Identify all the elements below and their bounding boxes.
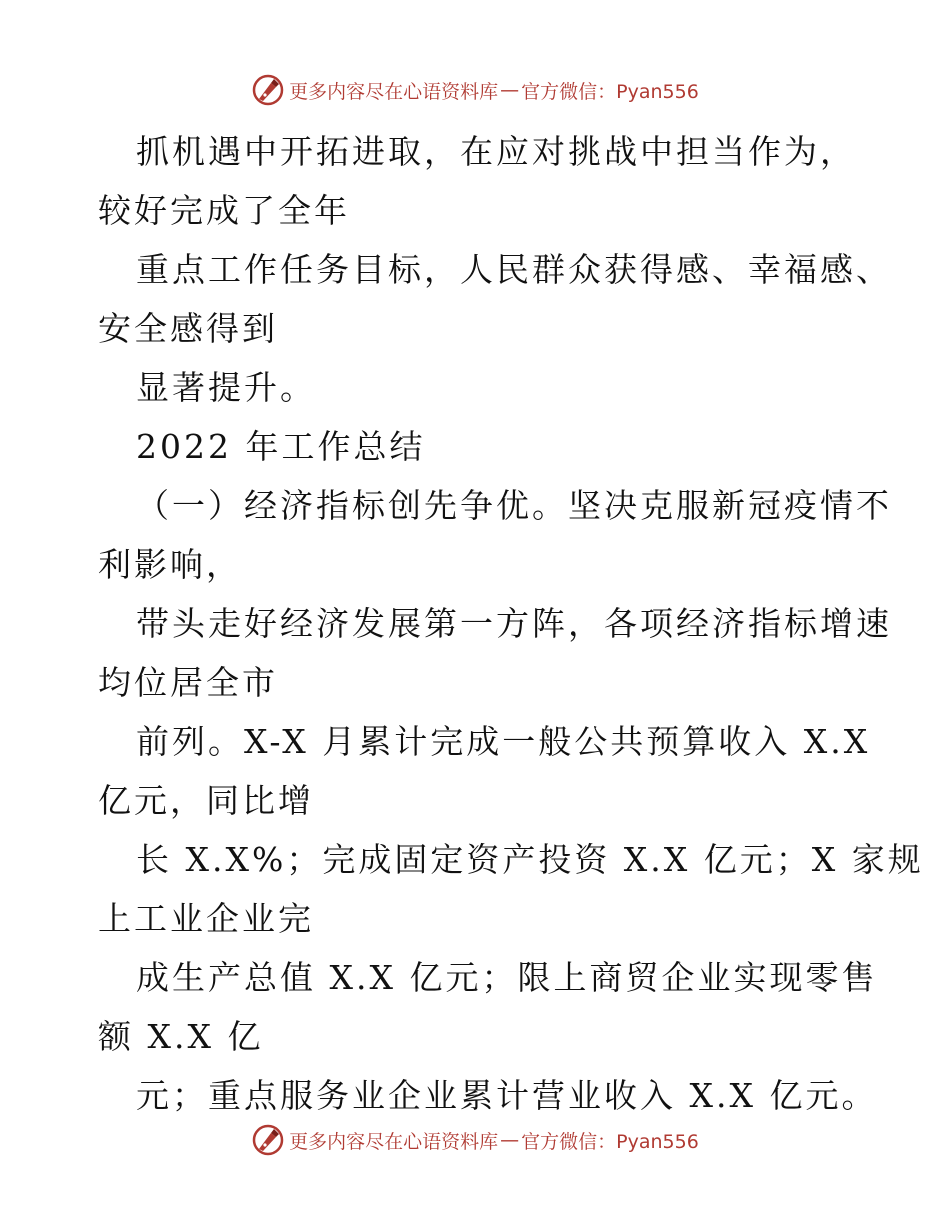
text-line: （一）经济指标创先争优。坚决克服新冠疫情不 (136, 486, 892, 525)
text-line: 带头走好经济发展第一方阵，各项经济指标增速 (136, 604, 892, 643)
watermark-dash: — (500, 79, 520, 101)
text-line: 重点工作任务目标，人民群众获得感、幸福感、 (136, 250, 892, 289)
watermark-main-text: 更多内容尽在心语资料库 (289, 1130, 499, 1153)
watermark-main-text: 更多内容尽在心语资料库 (289, 80, 499, 103)
pen-nib-logo-icon (251, 73, 285, 107)
footer-watermark (0, 1120, 950, 1160)
text-line: 安全感得到 (98, 309, 278, 348)
pen-nib-logo-icon (251, 1123, 285, 1157)
text-line: 亿元，同比增 (98, 781, 314, 820)
text-line: 成生产总值 X.X 亿元；限上商贸企业实现零售 (136, 958, 878, 997)
text-line: 长 X.X%；完成固定资产投资 X.X 亿元；X 家规 (136, 840, 924, 879)
text-line: 上工业企业完 (98, 899, 314, 938)
section-heading: 2022 年工作总结 (136, 427, 426, 466)
document-body (98, 122, 924, 1125)
watermark-suffix-text: 官方微信：Pyan556 (521, 80, 699, 103)
text-line: 前列。X-X 月累计完成一般公共预算收入 X.X (136, 722, 871, 761)
text-line: 抓机遇中开拓进取，在应对挑战中担当作为， (136, 132, 856, 171)
text-line: 额 X.X 亿 (98, 1017, 264, 1056)
text-line: 显著提升。 (136, 368, 316, 407)
text-line: 元；重点服务业企业累计营业收入 X.X 亿元。 (136, 1076, 878, 1115)
text-line: 利影响， (98, 545, 242, 584)
text-line: 均位居全市 (98, 663, 278, 702)
watermark-suffix-text: 官方微信：Pyan556 (521, 1130, 699, 1153)
header-watermark (0, 70, 950, 110)
watermark-dash: — (500, 1129, 520, 1151)
text-line: 较好完成了全年 (98, 191, 350, 230)
